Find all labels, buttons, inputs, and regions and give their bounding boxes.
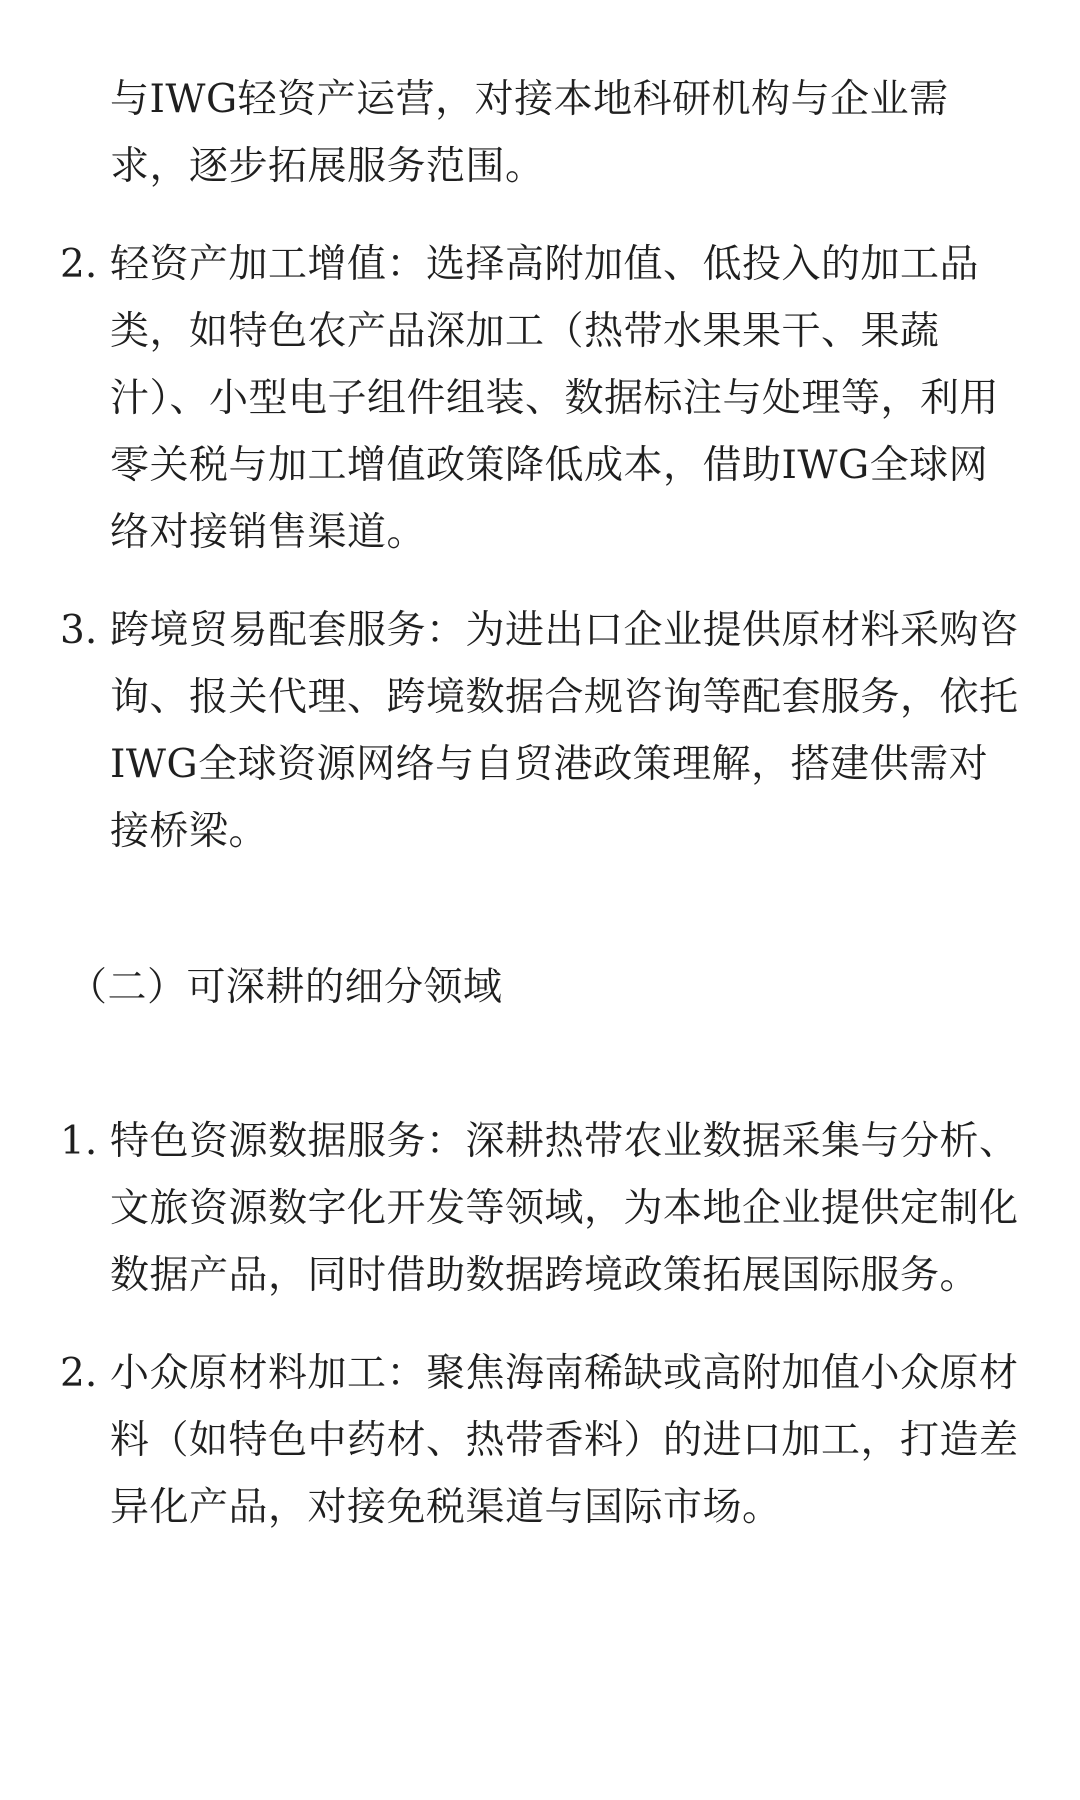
list-item [60, 1340, 1020, 1541]
list-item-text: 小众原材料加工：聚焦海南稀缺或高附加值小众原材料（如特色中药材、热带香料）的进口加工，打造差异化产品，对接免税渠道与国际市场。 [110, 1351, 1019, 1530]
list-item [60, 597, 1020, 865]
list-item-number: 3. [60, 608, 98, 653]
list-item [60, 1108, 1020, 1309]
list-item-number: 1. [60, 1119, 98, 1164]
subfield-list [60, 1108, 1020, 1541]
list-item [60, 231, 1020, 566]
list-item-text: 与IWG轻资产运营，对接本地科研机构与企业需求，逐步拓展服务范围。 [110, 77, 949, 189]
service-list [60, 66, 1020, 865]
list-item-number: 2. [60, 242, 98, 287]
list-item-number: 2. [60, 1351, 98, 1396]
list-item-text: 跨境贸易配套服务：为进出口企业提供原材料采购咨询、报关代理、跨境数据合规咨询等配套服务，依托IWG全球资源网络与自贸港政策理解，搭建供需对接桥梁。 [110, 608, 1019, 854]
section-heading: （二）可深耕的细分领域 [68, 965, 503, 1010]
list-item-text: 特色资源数据服务：深耕热带农业数据采集与分析、文旅资源数字化开发等领域，为本地企业提供定制化数据产品，同时借助数据跨境政策拓展国际服务。 [110, 1119, 1019, 1298]
list-item [60, 66, 1020, 200]
list-item-text: 轻资产加工增值：选择高附加值、低投入的加工品类，如特色农产品深加工（热带水果果干、果蔬汁）、小型电子组件组装、数据标注与处理等，利用零关税与加工增值政策降低成本，借助IWG全球网络对接销售渠道。 [110, 242, 1000, 555]
